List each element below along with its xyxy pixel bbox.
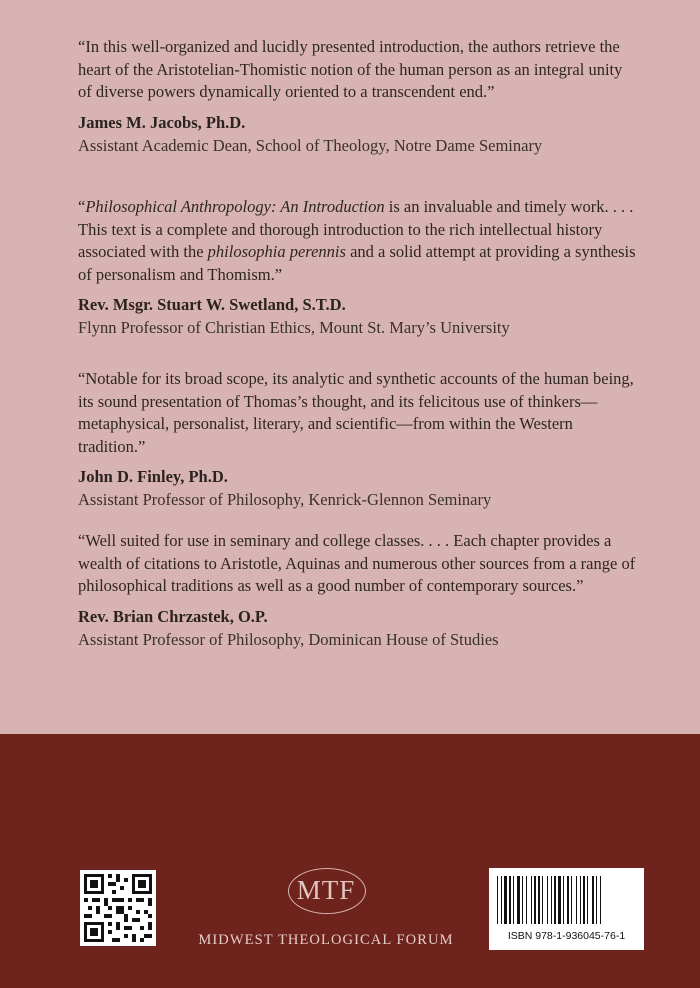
endorsement-author: Rev. Brian Chrzastek, O.P. xyxy=(78,606,268,626)
barcode-bar xyxy=(513,876,514,924)
barcode-bar xyxy=(551,876,552,924)
barcode-bar xyxy=(600,876,601,924)
barcode-bar xyxy=(567,876,569,924)
endorsement-author: John D. Finley, Ph.D. xyxy=(78,467,228,486)
latin-term: philosophia perennis xyxy=(207,242,346,261)
barcode-bar xyxy=(517,876,520,924)
endorsement-role: Flynn Professor of Christian Ethics, Mount St. Mary’s University xyxy=(78,318,510,337)
endorsement-quote: “In this well-organized and lucidly presented introduction, the authors retrieve the heart of the Aristotelian-Thomistic notion of the human person as an integral unity of diverse powers dynamically oriented to a transcendent end.” xyxy=(78,37,623,101)
barcode-bar xyxy=(501,876,502,924)
endorsement-quote: “Well suited for use in seminary and college classes. . . . Each chapter provides a wealth of citations to Aristotle, Aquinas and numerous other sources from a range of philosophical traditions as well as a good number of contemporary sources.” xyxy=(78,531,636,595)
endorsement xyxy=(78,368,638,511)
barcode-bar xyxy=(509,876,511,924)
barcode-bar xyxy=(534,876,536,924)
barcode-bar xyxy=(558,876,561,924)
barcode-bar xyxy=(504,876,507,924)
quote-text: and a solid attempt at providing a synthesis of personalism and Thomism.” xyxy=(78,242,636,284)
barcode-bar xyxy=(587,876,588,924)
endorsement xyxy=(78,36,638,157)
barcode-icon xyxy=(489,868,644,928)
isbn-number: ISBN 978-1-936045-76-1 xyxy=(507,930,626,942)
publisher-logo xyxy=(188,868,488,958)
barcode-bar xyxy=(571,876,572,924)
barcode-bar xyxy=(538,876,540,924)
endorsement-quote: “Notable for its broad scope, its analytic and synthetic accounts of the human being, its sound presentation of Thomas’s thought, and its felicitous use of thinkers—metaphysical, personalist, literary, and scientific—from within the Western tradition.” xyxy=(78,369,634,456)
barcode-bar xyxy=(583,876,585,924)
quote-text: is an invaluable and timely work. . . . This text is a complete and thorough introduction to the rich intellectual history associated with the xyxy=(78,197,634,261)
publisher-name: MIDWEST THEOLOGICAL FORUM xyxy=(198,932,454,948)
endorsement-role: Assistant Professor of Philosophy, Dominican House of Studies xyxy=(78,629,499,649)
endorsement-author: Rev. Msgr. Stuart W. Swetland, S.T.D. xyxy=(78,295,346,314)
endorsement xyxy=(78,196,638,339)
endorsement-role: Assistant Academic Dean, School of Theology, Notre Dame Seminary xyxy=(78,135,543,155)
barcode-bar xyxy=(592,876,594,924)
barcode-bar xyxy=(542,876,543,924)
barcode-bar xyxy=(497,876,498,924)
book-title: Philosophical Anthropology: An Introduction xyxy=(85,197,385,216)
endorsement-role: Assistant Professor of Philosophy, Kenrick-Glennon Seminary xyxy=(78,490,492,509)
barcode-bar xyxy=(526,876,527,924)
barcode-bar xyxy=(547,876,548,924)
barcode-bar xyxy=(576,876,577,924)
qr-code-graphic xyxy=(80,870,156,946)
barcode xyxy=(489,868,644,950)
barcode-bar xyxy=(596,876,597,924)
endorsement-author: James M. Jacobs, Ph.D. xyxy=(78,112,246,132)
barcode-bar xyxy=(580,876,581,924)
barcode-bar xyxy=(554,876,556,924)
endorsement xyxy=(78,530,638,651)
barcode-bar xyxy=(531,876,532,924)
qr-code-icon[interactable] xyxy=(80,870,156,946)
barcode-bar xyxy=(563,876,564,924)
quote-open-mark: “ xyxy=(78,197,86,216)
endorsement-quote xyxy=(78,196,638,286)
barcode-bar xyxy=(522,876,523,924)
logo-letters: MTF xyxy=(296,875,356,905)
